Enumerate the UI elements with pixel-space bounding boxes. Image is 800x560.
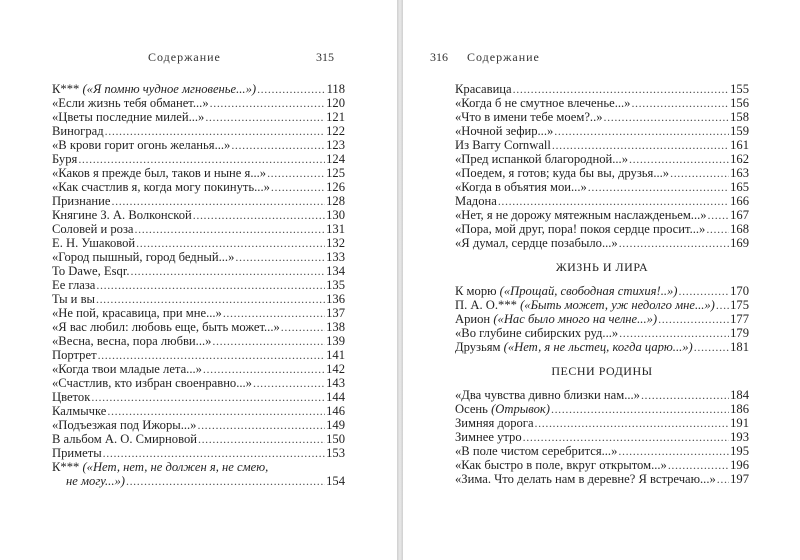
- toc-entry-text: «Я вас любил: любовь еще, быть может...»: [52, 320, 280, 334]
- toc-entry-title: [455, 388, 640, 402]
- toc-entry: [52, 404, 345, 418]
- toc-entry-text: «Весна, весна, пора любви...»: [52, 334, 212, 348]
- toc-entry-text: «Когда в объятия мои...»: [455, 180, 587, 194]
- toc-entry-title: [455, 472, 716, 486]
- toc-entry-page: 159: [730, 124, 749, 138]
- toc-entry-title: [52, 348, 97, 362]
- toc-entry-title: [455, 312, 657, 326]
- dot-leader: [107, 404, 325, 418]
- toc-entry-text: Осень: [455, 402, 492, 416]
- toc-entry-page: 128: [326, 194, 345, 208]
- toc-entry-page: 169: [730, 236, 749, 250]
- toc-entry: [455, 222, 749, 236]
- toc-entry-page: 121: [326, 110, 345, 124]
- dot-leader: [136, 236, 325, 250]
- toc-entry-title: [52, 306, 222, 320]
- toc-entry-text: «Не пой, красавица, при мне...»: [52, 306, 222, 320]
- toc-entry-page: 123: [326, 138, 345, 152]
- toc-entry-text: Из Barry Cornwall: [455, 138, 551, 152]
- toc-entry-title: [52, 124, 104, 138]
- toc-entry: [52, 208, 345, 222]
- toc-entry: [52, 166, 345, 180]
- dot-leader: [235, 250, 325, 264]
- toc-entry-text: «Нет, я не дорожу мятежным наслажденьем...»: [455, 208, 707, 222]
- toc-entry-page: 156: [730, 96, 749, 110]
- toc-entry-page: 191: [730, 416, 749, 430]
- dot-leader: [205, 110, 325, 124]
- toc-entry: [455, 402, 749, 416]
- toc-entry-title: [455, 82, 512, 96]
- dot-leader: [641, 388, 729, 402]
- toc-entry-page: 132: [326, 236, 345, 250]
- dot-leader: [96, 292, 325, 306]
- toc-entry-title: [52, 250, 234, 264]
- dot-leader: [253, 376, 325, 390]
- dot-leader: [130, 264, 325, 278]
- toc-entry: [52, 110, 345, 124]
- toc-entry-page: 136: [326, 292, 345, 306]
- toc-entry-text: Красавица: [455, 82, 512, 96]
- dot-leader: [257, 82, 325, 96]
- toc-entry-title: [52, 446, 102, 460]
- toc-entry-text: «В поле чистом серебрится...»: [455, 444, 618, 458]
- toc-entry-title: [52, 418, 196, 432]
- toc-entry-text: Мадона: [455, 194, 497, 208]
- toc-entry-title: [52, 432, 197, 446]
- toc-entry-text: «Как быстро в поле, вкруг открытом...»: [455, 458, 667, 472]
- toc-entry-title: [455, 110, 603, 124]
- toc-entry-title: [52, 110, 204, 124]
- dot-leader: [267, 166, 325, 180]
- dot-leader: [281, 320, 325, 334]
- toc-entry-title: [455, 180, 587, 194]
- toc-entry-page: 149: [326, 418, 345, 432]
- toc-entry-page: 138: [326, 320, 345, 334]
- toc-entry-page: 137: [326, 306, 345, 320]
- toc-entry-text: «Когда б не смутное влеченье...»: [455, 96, 631, 110]
- toc-entry: [52, 432, 345, 446]
- toc-entry: [455, 124, 749, 138]
- toc-entry-title: [52, 334, 211, 348]
- dot-leader: [679, 284, 730, 298]
- toc-entry: [52, 82, 345, 96]
- toc-entry-title: [455, 166, 669, 180]
- dot-leader: [210, 96, 325, 110]
- page-number: 315: [316, 50, 334, 64]
- toc-entry: [455, 82, 749, 96]
- toc-entry-title: [455, 340, 693, 354]
- toc-entry: [455, 444, 749, 458]
- toc-entry: [455, 208, 749, 222]
- toc-entry-page: 125: [326, 166, 345, 180]
- toc-entry-page: 175: [730, 298, 749, 312]
- toc-entry: [52, 236, 345, 250]
- right-page: [403, 0, 800, 560]
- toc-entry-title: [52, 292, 95, 306]
- dot-leader: [716, 298, 729, 312]
- toc-left: [52, 82, 345, 488]
- toc-entry-text: К***: [52, 460, 83, 474]
- toc-entry-subtitle: (Отрывок): [491, 402, 550, 416]
- toc-entry-text: «Пора, мой друг, пора! покоя сердце просит...»: [455, 222, 706, 236]
- toc-entry-text: «Цветы последние милей...»: [52, 110, 205, 124]
- toc-entry: [52, 474, 345, 488]
- toc-entry-page: 130: [326, 208, 345, 222]
- toc-entry-page: 142: [326, 362, 345, 376]
- toc-entry-title: [52, 152, 77, 166]
- toc-entry-title: [52, 236, 135, 250]
- dot-leader: [619, 236, 729, 250]
- toc-entry-text: «Подъезжая под Ижоры...»: [52, 418, 197, 432]
- toc-entry-page: 167: [730, 208, 749, 222]
- toc-entry: [52, 418, 345, 432]
- dot-leader: [668, 458, 729, 472]
- toc-entry-page: 135: [326, 278, 345, 292]
- toc-entry-page: 131: [326, 222, 345, 236]
- dot-leader: [513, 82, 729, 96]
- dot-leader: [135, 222, 326, 236]
- toc-entry-text: «В крови горит огонь желанья...»: [52, 138, 231, 152]
- dot-leader: [629, 152, 729, 166]
- toc-entry-text: «Город пышный, город бедный...»: [52, 250, 235, 264]
- toc-entry: [455, 284, 749, 298]
- toc-entry-title: [455, 222, 705, 236]
- toc-entry: [52, 278, 345, 292]
- toc-entry: [455, 180, 749, 194]
- toc-entry-page: 195: [730, 444, 749, 458]
- dot-leader: [105, 124, 325, 138]
- toc-entry-page: 168: [730, 222, 749, 236]
- toc-entry-text: «Что в имени тебе моем?..»: [455, 110, 603, 124]
- toc-entry-text: П. А. О.***: [455, 298, 521, 312]
- dot-leader: [619, 326, 729, 340]
- toc-entry: [455, 96, 749, 110]
- toc-entry-title: [455, 458, 667, 472]
- toc-entry-text: Ее глаза: [52, 278, 96, 292]
- toc-entry-page: 139: [326, 334, 345, 348]
- toc-entry-page: 184: [730, 388, 749, 402]
- toc-entry: [455, 312, 749, 326]
- toc-entry-subtitle: («Нас было много на челне...»): [493, 312, 658, 326]
- toc-entry-text: «Ночной зефир...»: [455, 124, 554, 138]
- toc-entry-subtitle: («Нет, нет, не должен я, не смею,: [82, 460, 269, 474]
- toc-entry: [52, 348, 345, 362]
- toc-entry-text: Приметы: [52, 446, 102, 460]
- dot-leader: [554, 124, 729, 138]
- toc-entry-text: «Поедем, я готов; куда бы вы, друзья...»: [455, 166, 670, 180]
- toc-entry-title: [52, 180, 270, 194]
- dot-leader: [604, 110, 730, 124]
- toc-entry-subtitle: («Нет, я не льстец, когда царю...»): [503, 340, 693, 354]
- toc-entry-page: 163: [730, 166, 749, 180]
- toc-entry: [455, 388, 749, 402]
- toc-entry: [455, 430, 749, 444]
- dot-leader: [212, 334, 325, 348]
- toc-entry-page: 158: [730, 110, 749, 124]
- toc-entry-page: 179: [730, 326, 749, 340]
- toc-entry-page: 134: [326, 264, 345, 278]
- dot-leader: [658, 312, 729, 326]
- toc-entry-title: [455, 194, 497, 208]
- toc-entry-text: Цветок: [52, 390, 91, 404]
- dot-leader: [618, 444, 729, 458]
- toc-entry-wrap-line: [52, 460, 345, 474]
- page-header-title: Содержание: [467, 50, 540, 64]
- dot-leader: [112, 194, 326, 208]
- toc-entry-title: [455, 298, 715, 312]
- toc-entry-title: [52, 376, 252, 390]
- toc-entry: [455, 458, 749, 472]
- toc-entry: [52, 194, 345, 208]
- toc-entry-title: [52, 208, 192, 222]
- toc-entry-title: [455, 402, 550, 416]
- toc-entry-title: [455, 284, 678, 298]
- dot-leader: [203, 362, 325, 376]
- toc-entry-page: 161: [730, 138, 749, 152]
- toc-entry: [52, 222, 345, 236]
- toc-entry-text: Ты и вы: [52, 292, 95, 306]
- dot-leader: [551, 402, 729, 416]
- toc-entry-title: [455, 138, 551, 152]
- dot-leader: [198, 432, 325, 446]
- toc-entry: [455, 166, 749, 180]
- toc-entry-text: В альбом А. О. Смирновой: [52, 432, 197, 446]
- toc-entry: [52, 138, 345, 152]
- toc-entry: [455, 416, 749, 430]
- toc-entry-text: To Dawe, Esqr.: [52, 264, 130, 278]
- toc-entry-text: К морю: [455, 284, 500, 298]
- toc-entry-text: Арион: [455, 312, 494, 326]
- toc-entry-subtitle: («Прощай, свободная стихия!..»): [499, 284, 678, 298]
- toc-entry-title: [52, 390, 90, 404]
- toc-entry: [455, 298, 749, 312]
- dot-leader: [103, 446, 325, 460]
- toc-entry-page: 146: [326, 404, 345, 418]
- toc-entry-page: 186: [730, 402, 749, 416]
- toc-entry: [52, 334, 345, 348]
- toc-entry: [52, 124, 345, 138]
- toc-entry-text: Княгине З. А. Волконской: [52, 208, 192, 222]
- toc-entry-text: Портрет: [52, 348, 97, 362]
- toc-entry: [52, 96, 345, 110]
- toc-entry-page: 153: [326, 446, 345, 460]
- section-heading: ЖИЗНЬ И ЛИРА: [555, 260, 649, 274]
- toc-entry-title: [52, 362, 202, 376]
- toc-entry-page: 165: [730, 180, 749, 194]
- dot-leader: [98, 348, 326, 362]
- toc-entry: [52, 362, 345, 376]
- toc-entry: [52, 292, 345, 306]
- toc-entry-page: 118: [326, 82, 345, 96]
- dot-leader: [523, 430, 729, 444]
- toc-entry-page: 196: [730, 458, 749, 472]
- toc-entry-text: К***: [52, 82, 83, 96]
- dot-leader: [706, 222, 729, 236]
- dot-leader: [708, 208, 730, 222]
- toc-entry-title: [52, 166, 266, 180]
- toc-entry-title: [52, 82, 256, 96]
- toc-entry-page: 141: [326, 348, 345, 362]
- dot-leader: [670, 166, 729, 180]
- toc-entry-title: [455, 236, 618, 250]
- toc-entry-text: Зимнее утро: [455, 430, 522, 444]
- toc-entry-text: Е. Н. Ушаковой: [52, 236, 136, 250]
- dot-leader: [78, 152, 325, 166]
- toc-entry-title: [455, 152, 628, 166]
- toc-entry: [455, 472, 749, 486]
- toc-entry-subtitle: («Быть может, уж недолго мне...»): [520, 298, 715, 312]
- toc-entry: [455, 326, 749, 340]
- toc-entry-text: «Счастлив, кто избран своенравно...»: [52, 376, 252, 390]
- toc-entry: [455, 110, 749, 124]
- left-page: [0, 0, 397, 560]
- toc-entry-title: [52, 264, 129, 278]
- toc-entry: [52, 376, 345, 390]
- toc-entry-text: «Во глубине сибирских руд...»: [455, 326, 619, 340]
- toc-entry-text: «Пред испанкой благородной...»: [455, 152, 629, 166]
- toc-entry-page: 177: [730, 312, 749, 326]
- toc-entry-subtitle: не могу...»): [66, 474, 125, 488]
- toc-entry-text: «Зима. Что делать нам в деревне? Я встречаю...»: [455, 472, 716, 486]
- dot-leader: [223, 306, 325, 320]
- toc-entry-page: 162: [730, 152, 749, 166]
- page-number: 316: [430, 50, 448, 64]
- toc-entry: [52, 390, 345, 404]
- dot-leader: [197, 418, 325, 432]
- toc-entry: [52, 180, 345, 194]
- dot-leader: [271, 180, 325, 194]
- toc-entry-page: 124: [326, 152, 345, 166]
- toc-entry: [455, 236, 749, 250]
- toc-entry-title: [52, 194, 111, 208]
- toc-entry-title: [455, 124, 553, 138]
- toc-entry-text: «Я думал, сердце позабыло...»: [455, 236, 618, 250]
- toc-entry: [455, 194, 749, 208]
- toc-entry-title: [455, 326, 618, 340]
- toc-entry-title: [52, 320, 280, 334]
- toc-entry: [52, 306, 345, 320]
- toc-entry-text: «Как счастлив я, когда могу покинуть...»: [52, 180, 270, 194]
- dot-leader: [552, 138, 729, 152]
- toc-entry-title: [52, 404, 106, 418]
- toc-entry-title: [455, 208, 707, 222]
- toc-entry: [52, 152, 345, 166]
- toc-entry-page: 150: [326, 432, 345, 446]
- toc-entry-text: «Когда твои младые лета...»: [52, 362, 202, 376]
- toc-entry-text: Соловей и роза: [52, 222, 134, 236]
- toc-entry: [52, 446, 345, 460]
- dot-leader: [588, 180, 729, 194]
- toc-entry-page: 133: [326, 250, 345, 264]
- toc-entry-text: Виноград: [52, 124, 104, 138]
- toc-entry-page: 170: [730, 284, 749, 298]
- toc-entry-text: Друзьям: [455, 340, 504, 354]
- toc-entry-page: 197: [730, 472, 749, 486]
- toc-entry-title: [455, 96, 630, 110]
- toc-entry: [52, 250, 345, 264]
- toc-entry-text: Калмычке: [52, 404, 107, 418]
- toc-entry-title: [52, 96, 209, 110]
- dot-leader: [498, 194, 729, 208]
- toc-entry-title: [52, 278, 95, 292]
- toc-entry-text: «Если жизнь тебя обманет...»: [52, 96, 209, 110]
- section-heading: ПЕСНИ РОДИНЫ: [551, 364, 653, 378]
- toc-entry-title: [455, 416, 534, 430]
- dot-leader: [631, 96, 729, 110]
- toc-entry-page: 126: [326, 180, 345, 194]
- toc-entry: [455, 152, 749, 166]
- toc-entry-title: [52, 138, 230, 152]
- toc-entry-text: «Каков я прежде был, таков и ныне я...»: [52, 166, 267, 180]
- page-header-title: Содержание: [148, 50, 221, 64]
- toc-right: [455, 82, 749, 486]
- toc-entry-page: 193: [730, 430, 749, 444]
- toc-entry-text: Зимняя дорога: [455, 416, 534, 430]
- dot-leader: [126, 474, 325, 488]
- toc-entry: [52, 320, 345, 334]
- dot-leader: [694, 340, 729, 354]
- toc-entry: [52, 264, 345, 278]
- toc-entry-page: 122: [326, 124, 345, 138]
- toc-entry-page: 154: [326, 474, 345, 488]
- toc-entry-title: [52, 222, 134, 236]
- toc-entry-subtitle: («Я помню чудное мгновенье...»): [82, 82, 257, 96]
- dot-leader: [193, 208, 325, 222]
- toc-entry-title: [455, 444, 617, 458]
- toc-entry-text: «Два чувства дивно близки нам...»: [455, 388, 640, 402]
- toc-entry-text: Буря: [52, 152, 78, 166]
- dot-leader: [91, 390, 325, 404]
- dot-leader: [96, 278, 325, 292]
- dot-leader: [231, 138, 325, 152]
- toc-entry-page: 166: [730, 194, 749, 208]
- toc-entry-page: 181: [730, 340, 749, 354]
- dot-leader: [535, 416, 730, 430]
- toc-entry-page: 143: [326, 376, 345, 390]
- toc-entry-page: 144: [326, 390, 345, 404]
- toc-entry: [455, 138, 749, 152]
- toc-entry-page: 120: [326, 96, 345, 110]
- dot-leader: [717, 472, 729, 486]
- toc-entry-page: 155: [730, 82, 749, 96]
- toc-entry-text: Признание: [52, 194, 111, 208]
- toc-entry: [455, 340, 749, 354]
- toc-entry-title: [455, 430, 522, 444]
